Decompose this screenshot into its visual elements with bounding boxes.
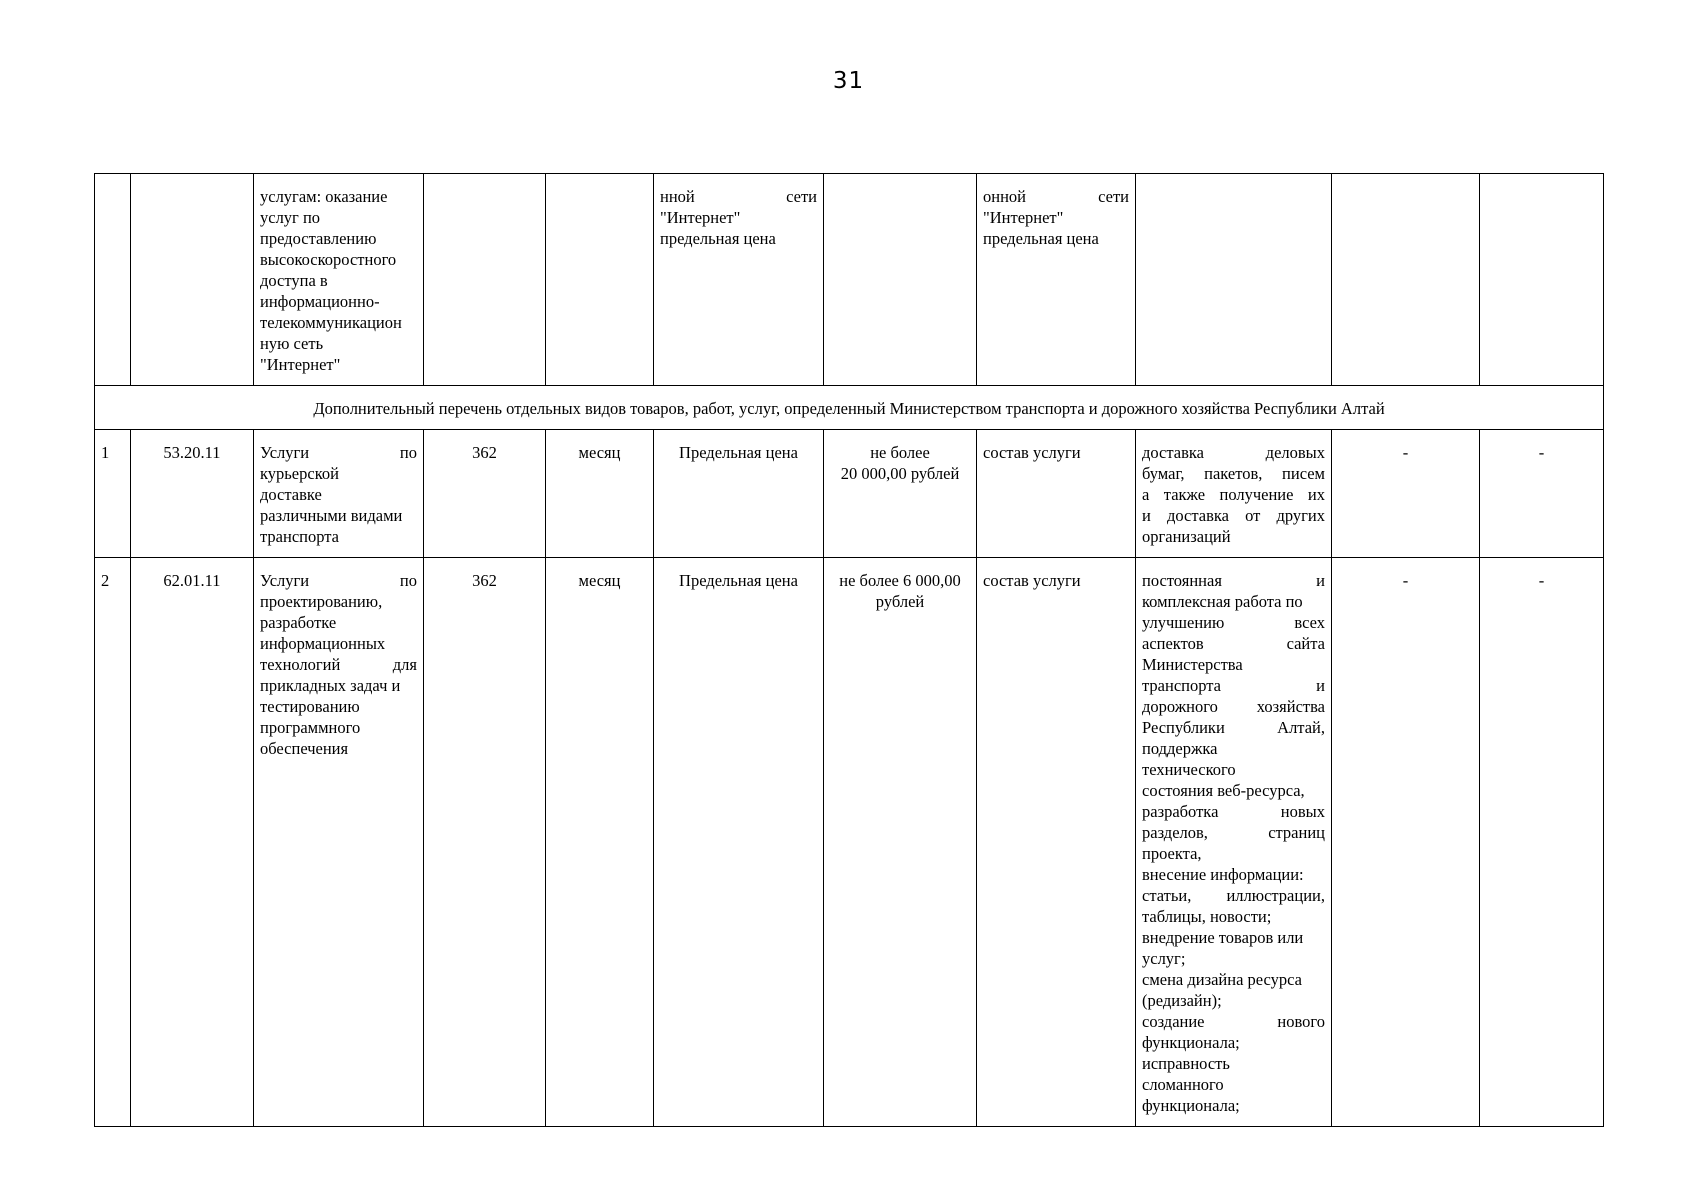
text-line: таблицы, новости; — [1142, 907, 1272, 926]
cell-characteristic: Предельная цена — [654, 558, 824, 1127]
section-row — [95, 386, 1604, 430]
cell-unit-code: 362 — [424, 430, 546, 558]
cell-num: 1 — [95, 430, 131, 558]
cell-name — [254, 558, 424, 1127]
text-line: разделов, страниц — [1142, 823, 1325, 842]
cell-col11: - — [1480, 430, 1604, 558]
text-line: "Интернет" — [660, 208, 741, 227]
cell-unit — [546, 174, 654, 386]
text-line: и доставка от других — [1142, 506, 1325, 525]
cell-description — [1136, 430, 1332, 558]
text-line: внесение информации: — [1142, 865, 1304, 884]
cell-num: 2 — [95, 558, 131, 1127]
text-line: Министерства — [1142, 655, 1243, 674]
procurement-table — [94, 173, 1604, 1127]
cell-unit: месяц — [546, 558, 654, 1127]
cell-composition — [977, 174, 1136, 386]
text-line: предельная цена — [983, 229, 1099, 248]
text-line: рублей — [875, 592, 925, 611]
text-line: программного — [260, 718, 361, 737]
table-row-continuation — [95, 174, 1604, 386]
page-number: 31 — [832, 68, 865, 94]
text-line: 20 000,00 рублей — [840, 464, 960, 483]
text-line: Республики Алтай, — [1142, 718, 1325, 737]
cell-value — [824, 558, 977, 1127]
cell-col10: - — [1332, 430, 1480, 558]
text-line: сломанного — [1142, 1075, 1224, 1094]
text-line: предельная цена — [660, 229, 776, 248]
table-row — [95, 430, 1604, 558]
cell-num — [95, 174, 131, 386]
text-line: высокоскоростного — [260, 250, 397, 269]
text-line: создание нового — [1142, 1012, 1325, 1031]
text-line: дорожного хозяйства — [1142, 697, 1325, 716]
text-line: разработка новых — [1142, 802, 1325, 821]
text-line: (редизайн); — [1142, 991, 1222, 1010]
text-line: состояния веб-ресурса, — [1142, 781, 1305, 800]
text-line: транспорта — [260, 527, 339, 546]
cell-unit: месяц — [546, 430, 654, 558]
text-line: "Интернет" — [260, 355, 341, 374]
text-line: доставке — [260, 485, 322, 504]
cell-name — [254, 174, 424, 386]
text-line: услуг по — [260, 208, 321, 227]
text-line: тестированию — [260, 697, 360, 716]
text-line: а также получение их — [1142, 485, 1325, 504]
cell-col10: - — [1332, 558, 1480, 1127]
text-line: аспектов сайта — [1142, 634, 1325, 653]
text-line: прикладных задач и — [260, 676, 401, 695]
text-line: проектированию, — [260, 592, 383, 611]
text-line: комплексная работа по — [1142, 592, 1303, 611]
cell-col10 — [1332, 174, 1480, 386]
text-line: информационно- — [260, 292, 380, 311]
cell-description — [1136, 174, 1332, 386]
text-line: Услуги по — [260, 443, 417, 462]
text-line: смена дизайна ресурса — [1142, 970, 1302, 989]
text-line: бумаг, пакетов, писем — [1142, 464, 1325, 483]
text-line: исправность — [1142, 1054, 1230, 1073]
text-line: технического — [1142, 760, 1236, 779]
text-line: информационных — [260, 634, 386, 653]
text-line: различными видами — [260, 506, 403, 525]
cell-value — [824, 430, 977, 558]
text-line: доступа в — [260, 271, 328, 290]
text-line: нной сети — [660, 187, 817, 206]
text-line: статьи, иллюстрации, — [1142, 886, 1325, 905]
cell-value — [824, 174, 977, 386]
text-line: транспорта и — [1142, 676, 1325, 695]
cell-code: 62.01.11 — [131, 558, 254, 1127]
text-line: функционала; — [1142, 1033, 1240, 1052]
text-line: услугам: оказание — [260, 187, 388, 206]
text-line: проекта, — [1142, 844, 1202, 863]
cell-description — [1136, 558, 1332, 1127]
cell-composition: состав услуги — [977, 430, 1136, 558]
text-line: доставка деловых — [1142, 443, 1325, 462]
cell-unit-code — [424, 174, 546, 386]
text-line: не более 6 000,00 — [839, 571, 961, 590]
text-line: разработке — [260, 613, 337, 632]
text-line: "Интернет" — [983, 208, 1064, 227]
text-line: услуг; — [1142, 949, 1186, 968]
text-line: Услуги по — [260, 571, 417, 590]
text-line: не более — [870, 443, 930, 462]
cell-name — [254, 430, 424, 558]
text-line: технологий для — [260, 655, 417, 674]
text-line: ную сеть — [260, 334, 324, 353]
text-line: курьерской — [260, 464, 339, 483]
cell-code: 53.20.11 — [131, 430, 254, 558]
cell-characteristic — [654, 174, 824, 386]
cell-composition: состав услуги — [977, 558, 1136, 1127]
text-line: телекоммуникацион — [260, 313, 402, 332]
cell-col11: - — [1480, 558, 1604, 1127]
text-line: функционала; — [1142, 1096, 1240, 1115]
text-line: предоставлению — [260, 229, 377, 248]
table-row — [95, 558, 1604, 1127]
cell-col11 — [1480, 174, 1604, 386]
cell-code — [131, 174, 254, 386]
text-line: онной сети — [983, 187, 1129, 206]
cell-unit-code: 362 — [424, 558, 546, 1127]
cell-characteristic: Предельная цена — [654, 430, 824, 558]
text-line: организаций — [1142, 527, 1231, 546]
text-line: внедрение товаров или — [1142, 928, 1304, 947]
text-line: обеспечения — [260, 739, 349, 758]
section-heading: Дополнительный перечень отдельных видов товаров, работ, услуг, определенный Министерством транспорта и дорожного хозяйства Республики Алтай — [95, 386, 1604, 430]
text-line: улучшению всех — [1142, 613, 1325, 632]
text-line: постоянная и — [1142, 571, 1325, 590]
text-line: поддержка — [1142, 739, 1218, 758]
